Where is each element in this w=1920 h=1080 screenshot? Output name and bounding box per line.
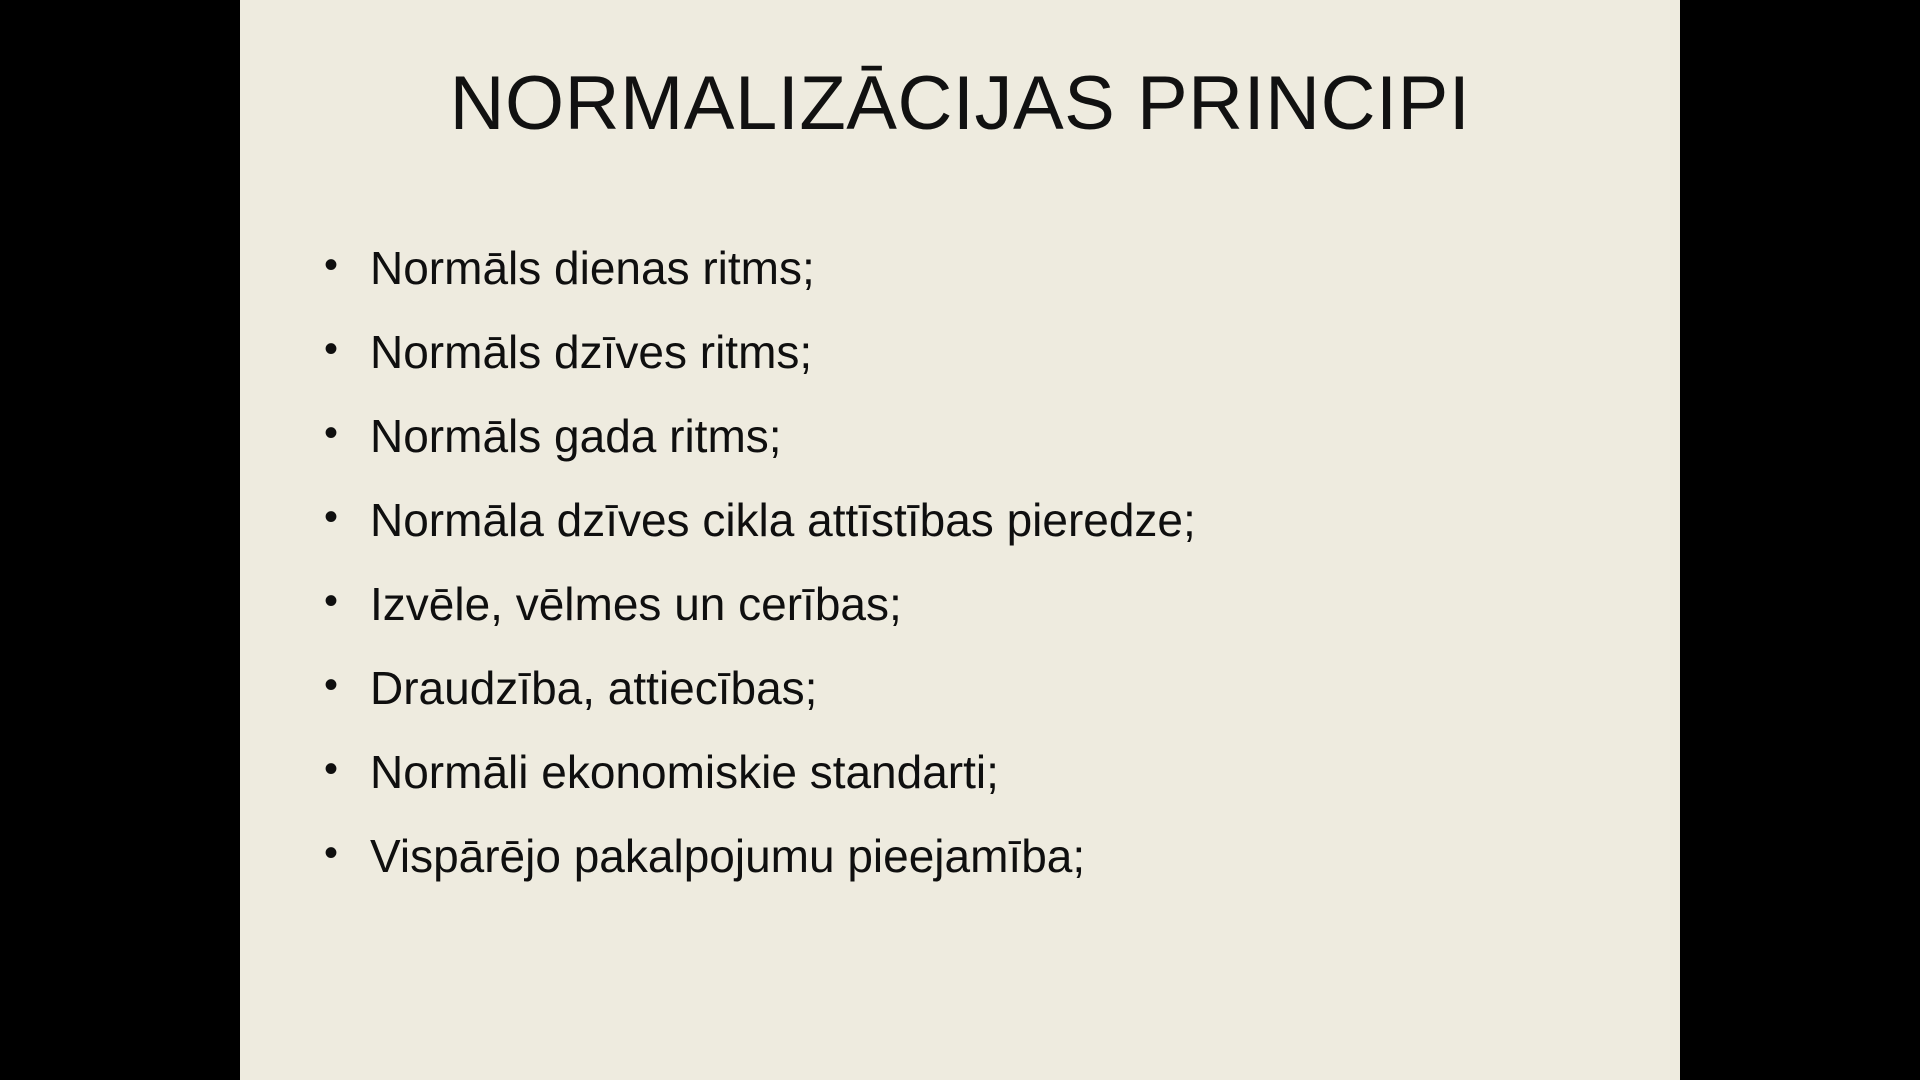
bullet-dot-icon: • xyxy=(324,831,339,875)
bullet-dot-icon: • xyxy=(324,327,339,371)
bullet-dot-icon: • xyxy=(324,495,339,539)
list-item xyxy=(324,242,1624,294)
list-item xyxy=(324,326,1624,378)
list-item xyxy=(324,410,1624,462)
bullet-dot-icon: • xyxy=(324,243,339,287)
slide xyxy=(240,0,1680,1080)
list-item xyxy=(324,746,1624,798)
bullet-list xyxy=(324,242,1624,917)
list-item-label: Draudzība, attiecības; xyxy=(370,662,818,714)
list-item-label: Izvēle, vēlmes un cerības; xyxy=(370,578,902,630)
list-item-label: Vispārējo pakalpojumu pieejamība; xyxy=(370,830,1086,882)
list-item xyxy=(324,830,1624,882)
bullet-dot-icon: • xyxy=(324,747,339,791)
list-item-label: Normāls dzīves ritms; xyxy=(370,326,813,378)
list-item xyxy=(324,494,1624,546)
bullet-dot-icon: • xyxy=(324,579,339,623)
page-title: NORMALIZĀCIJAS PRINCIPI xyxy=(449,61,1471,146)
list-item-label: Normāli ekonomiskie standarti; xyxy=(370,746,999,798)
bullet-dot-icon: • xyxy=(324,663,339,707)
bullet-dot-icon: • xyxy=(324,411,339,455)
list-item-label: Normāla dzīves cikla attīstības pieredze; xyxy=(370,494,1196,546)
list-item xyxy=(324,578,1624,630)
list-item-label: Normāls gada ritms; xyxy=(370,410,782,462)
list-item-label: Normāls dienas ritms; xyxy=(370,242,815,294)
list-item xyxy=(324,662,1624,714)
